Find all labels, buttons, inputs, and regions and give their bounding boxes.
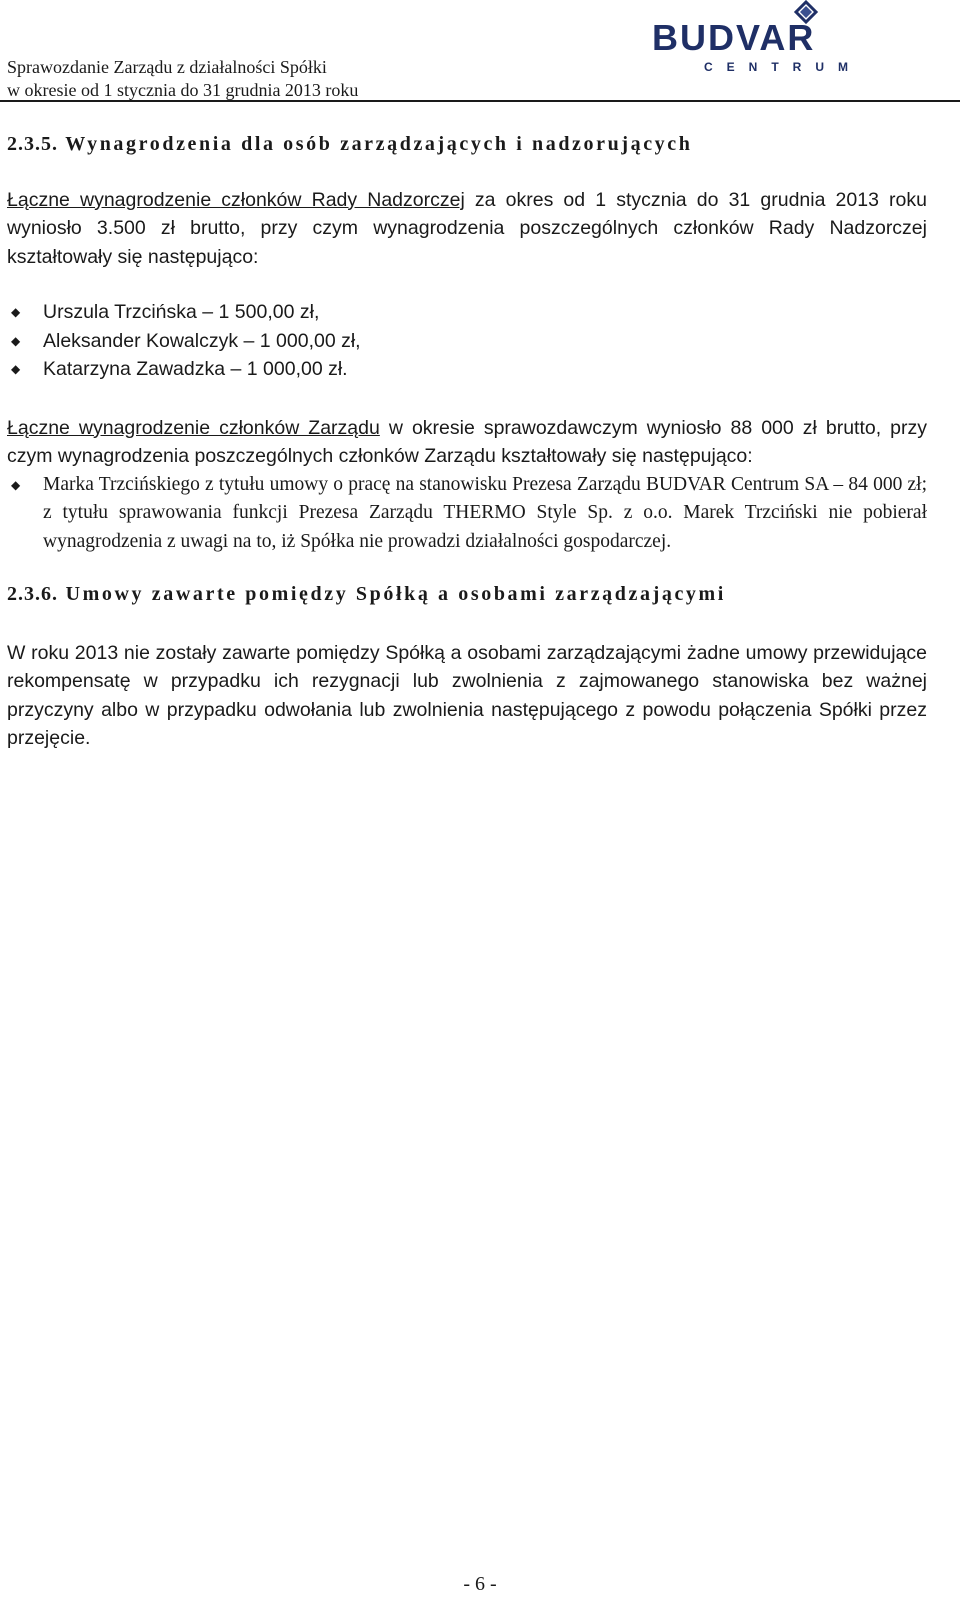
diamond-bullet-icon: ◆ bbox=[11, 305, 21, 319]
section-number: 2.3.6. bbox=[7, 583, 58, 605]
paragraph-agreements: W roku 2013 nie zostały zawarte pomiędzy Spółką a osobami zarządzającymi żadne umowy przewidujące rekompensatę w przypadku ich rezygnacji lub zwolnienia z zajmowanego stanowiska bez ważnej przyczyny albo w przypadku odwołania lub zwolnienia następującego z powodu połączenia Spółki przez przejęcie. bbox=[7, 641, 927, 749]
page-header bbox=[0, 0, 960, 106]
diamond-bullet-icon: ◆ bbox=[11, 477, 21, 492]
header-line-2: w okresie od 1 stycznia do 31 grudnia 2013 roku bbox=[7, 80, 359, 100]
paragraph-text: w okresie sprawozdawczym wyniosło 88 000 zł brutto, przy czym wynagrodzenia poszczególnych członków Zarządu kształtowały się następująco: bbox=[7, 416, 927, 467]
logo-wordmark: BUDVAR bbox=[652, 17, 816, 58]
underlined-phrase: Łączne wynagrodzenie członków Zarządu bbox=[7, 416, 380, 439]
list-item-text: Urszula Trzcińska – 1 500,00 zł, bbox=[43, 301, 320, 323]
diamond-bullet-icon: ◆ bbox=[11, 333, 21, 348]
header-title bbox=[7, 56, 358, 102]
list-item-text: Katarzyna Zawadzka – 1 000,00 zł. bbox=[43, 358, 348, 380]
section-heading-235 bbox=[7, 130, 927, 159]
section-heading-236 bbox=[7, 580, 927, 609]
paragraph-management-board bbox=[7, 414, 927, 471]
header-line-1: Sprawozdanie Zarządu z działalności Spółki bbox=[7, 57, 327, 77]
paragraph-supervisory-board bbox=[7, 186, 927, 272]
header-divider bbox=[0, 100, 960, 102]
list-item-text: Marka Trzcińskiego z tytułu umowy o pracę na stanowisku Prezesa Zarządu BUDVAR Centrum SA – 84 000 zł; z tytułu sprawowania funkcji Prezesa Zarządu THERMO Style Sp. z o.o. Marek Trzciński nie pobierał wynagrodzenia z uwagi na to, iż Spółka nie prowadzi działalności gospodarczej. bbox=[43, 473, 927, 552]
board-members-list bbox=[7, 298, 927, 384]
underlined-phrase: Łączne wynagrodzenie członków Rady Nadzorczej bbox=[7, 188, 465, 211]
list-item bbox=[7, 327, 927, 356]
paragraph-text: za okres od 1 stycznia do 31 grudnia 2013 roku wyniosło 3.500 zł brutto, przy czym wynagrodzenia poszczególnych członków Rady Nadzorczej kształtowały się następująco: bbox=[7, 188, 927, 268]
list-item bbox=[7, 298, 927, 327]
management-list bbox=[7, 471, 927, 557]
list-item bbox=[7, 355, 927, 384]
section-title: Umowy zawarte pomiędzy Spółką a osobami zarządzającymi bbox=[65, 583, 726, 605]
section-number: 2.3.5. bbox=[7, 133, 58, 155]
section-title: Wynagrodzenia dla osób zarządzających i nadzorujących bbox=[65, 133, 693, 155]
list-item bbox=[7, 471, 927, 557]
page-number: - 6 - bbox=[463, 1573, 497, 1595]
list-item-text: Aleksander Kowalczyk – 1 000,00 zł, bbox=[43, 329, 361, 352]
budvar-logo bbox=[652, 0, 896, 80]
document-body bbox=[7, 130, 927, 753]
logo-subtitle: CENTRUM bbox=[704, 60, 862, 74]
diamond-bullet-icon: ◆ bbox=[11, 362, 21, 376]
